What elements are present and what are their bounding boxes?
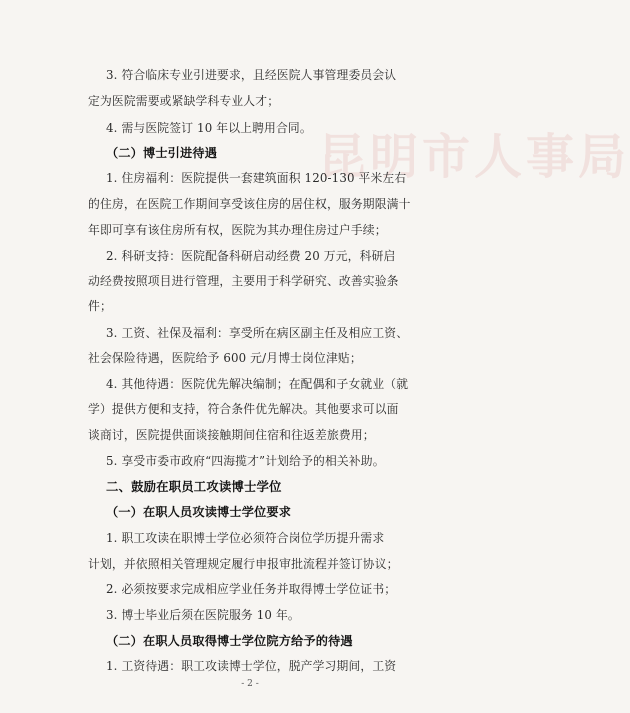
text-line: 计划，并依照相关管理规定履行申报审批流程并签订协议； bbox=[88, 557, 399, 571]
section-heading: 二、鼓励在职员工攻读博士学位 bbox=[106, 479, 282, 494]
text-line: 1. 工资待遇：职工攻读博士学位，脱产学习期间，工资 bbox=[106, 659, 397, 673]
text-line: 的住房，在医院工作期间享受该住房的居住权，服务期限满十 bbox=[88, 197, 411, 211]
text-line: 学）提供方便和支持，符合条件优先解决。其他要求可以面 bbox=[88, 402, 399, 416]
text-line: 2. 必须按要求完成相应学业任务并取得博士学位证书； bbox=[106, 582, 397, 596]
text-line: 3. 博士毕业后须在医院服务 10 年。 bbox=[106, 608, 300, 622]
text-line: 动经费按照项目进行管理，主要用于科学研究、改善实验条 bbox=[88, 274, 399, 288]
subsection-heading: （一）在职人员攻读博士学位要求 bbox=[106, 505, 292, 519]
text-line: 3. 符合临床专业引进要求，且经医院人事管理委员会认 bbox=[106, 68, 397, 82]
text-line: 3. 工资、社保及福利：享受所在病区副主任及相应工资、 bbox=[106, 326, 409, 340]
text-line: 1. 职工攻读在职博士学位必须符合岗位学历提升需求 bbox=[106, 531, 385, 545]
section-heading: （二）博士引进待遇 bbox=[106, 146, 218, 160]
page-number: - 2 - bbox=[241, 679, 259, 689]
text-line: 定为医院需要或紧缺学科专业人才； bbox=[88, 94, 280, 108]
text-line: 4. 需与医院签订 10 年以上聘用合同。 bbox=[106, 121, 312, 135]
text-line: 谈商讨，医院提供面谈接触期间住宿和往返差旅费用； bbox=[88, 428, 375, 442]
background-stamp-watermark: 昆明市人事局 bbox=[318, 129, 630, 185]
subsection-heading: （二）在职人员取得博士学位院方给予的待遇 bbox=[106, 634, 353, 648]
text-line: 4. 其他待遇：医院优先解决编制；在配偶和子女就业（就 bbox=[106, 377, 409, 391]
text-line: 年即可享有该住房所有权，医院为其办理住房过户手续； bbox=[88, 223, 387, 237]
text-line: 5. 享受市委市政府“四海揽才”计划给予的相关补助。 bbox=[106, 454, 385, 468]
text-line: 件； bbox=[88, 299, 112, 313]
text-line: 社会保险待遇，医院给予 600 元/月博士岗位津贴； bbox=[88, 351, 362, 365]
text-line: 2. 科研支持：医院配备科研启动经费 20 万元，科研启 bbox=[106, 249, 396, 263]
text-line: 1. 住房福利：医院提供一套建筑面积 120-130 平米左右 bbox=[106, 171, 407, 185]
